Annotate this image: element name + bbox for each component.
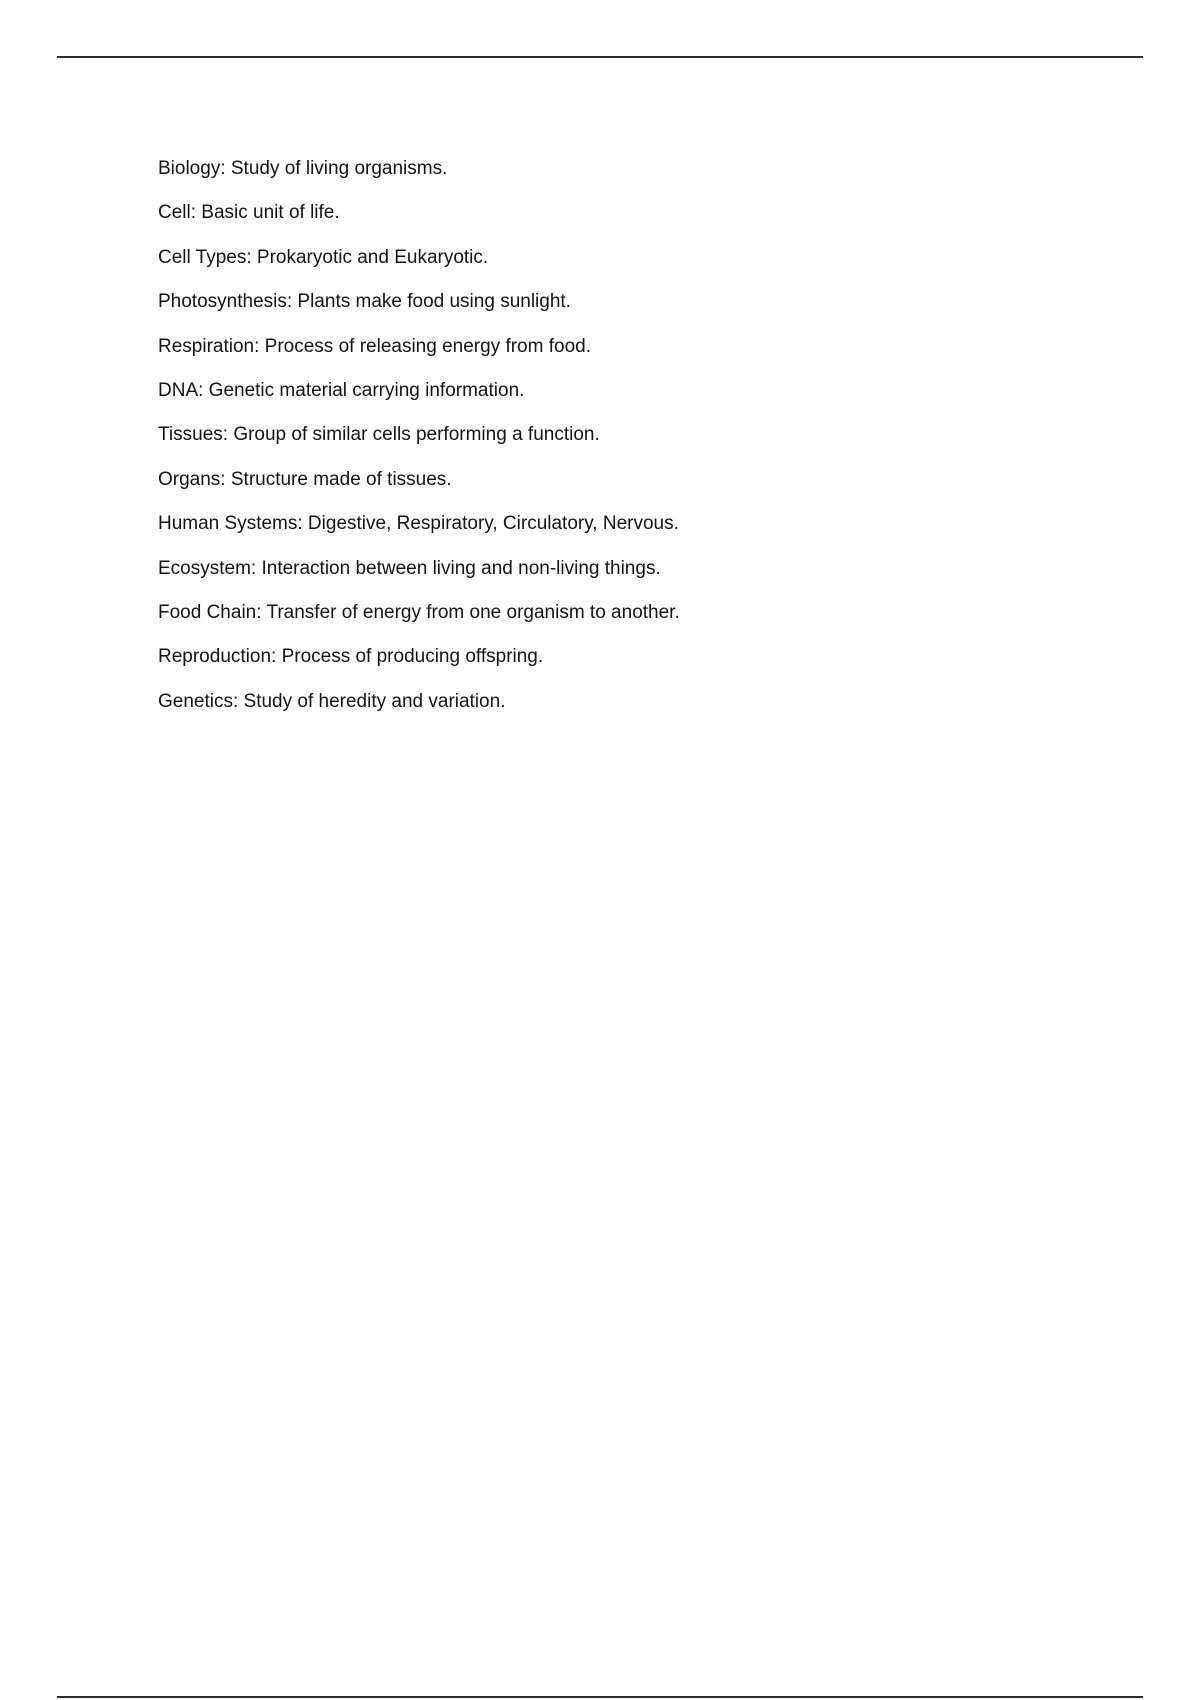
definition-line: Cell Types: Prokaryotic and Eukaryotic. [158, 246, 489, 268]
definition-line: Human Systems: Digestive, Respiratory, Circulatory, Nervous. [158, 513, 679, 535]
definition-line: Ecosystem: Interaction between living and non-living things. [158, 557, 661, 579]
definition-line: Photosynthesis: Plants make food using sunlight. [158, 291, 571, 313]
definition-line: Cell: Basic unit of life. [158, 202, 340, 224]
definition-line: Genetics: Study of heredity and variation. [158, 690, 506, 712]
definition-line: Tissues: Group of similar cells performing a function. [158, 424, 600, 446]
definition-line: Respiration: Process of releasing energy from food. [158, 335, 591, 357]
document-body [158, 158, 1058, 735]
definition-line: Reproduction: Process of producing offspring. [158, 646, 544, 668]
header-rule [57, 56, 1143, 58]
definition-line: DNA: Genetic material carrying information. [158, 379, 525, 401]
footer-rule [57, 1696, 1143, 1698]
definition-line: Biology: Study of living organisms. [158, 158, 448, 179]
definition-line: Food Chain: Transfer of energy from one organism to another. [158, 601, 680, 623]
definition-line: Organs: Structure made of tissues. [158, 468, 452, 490]
